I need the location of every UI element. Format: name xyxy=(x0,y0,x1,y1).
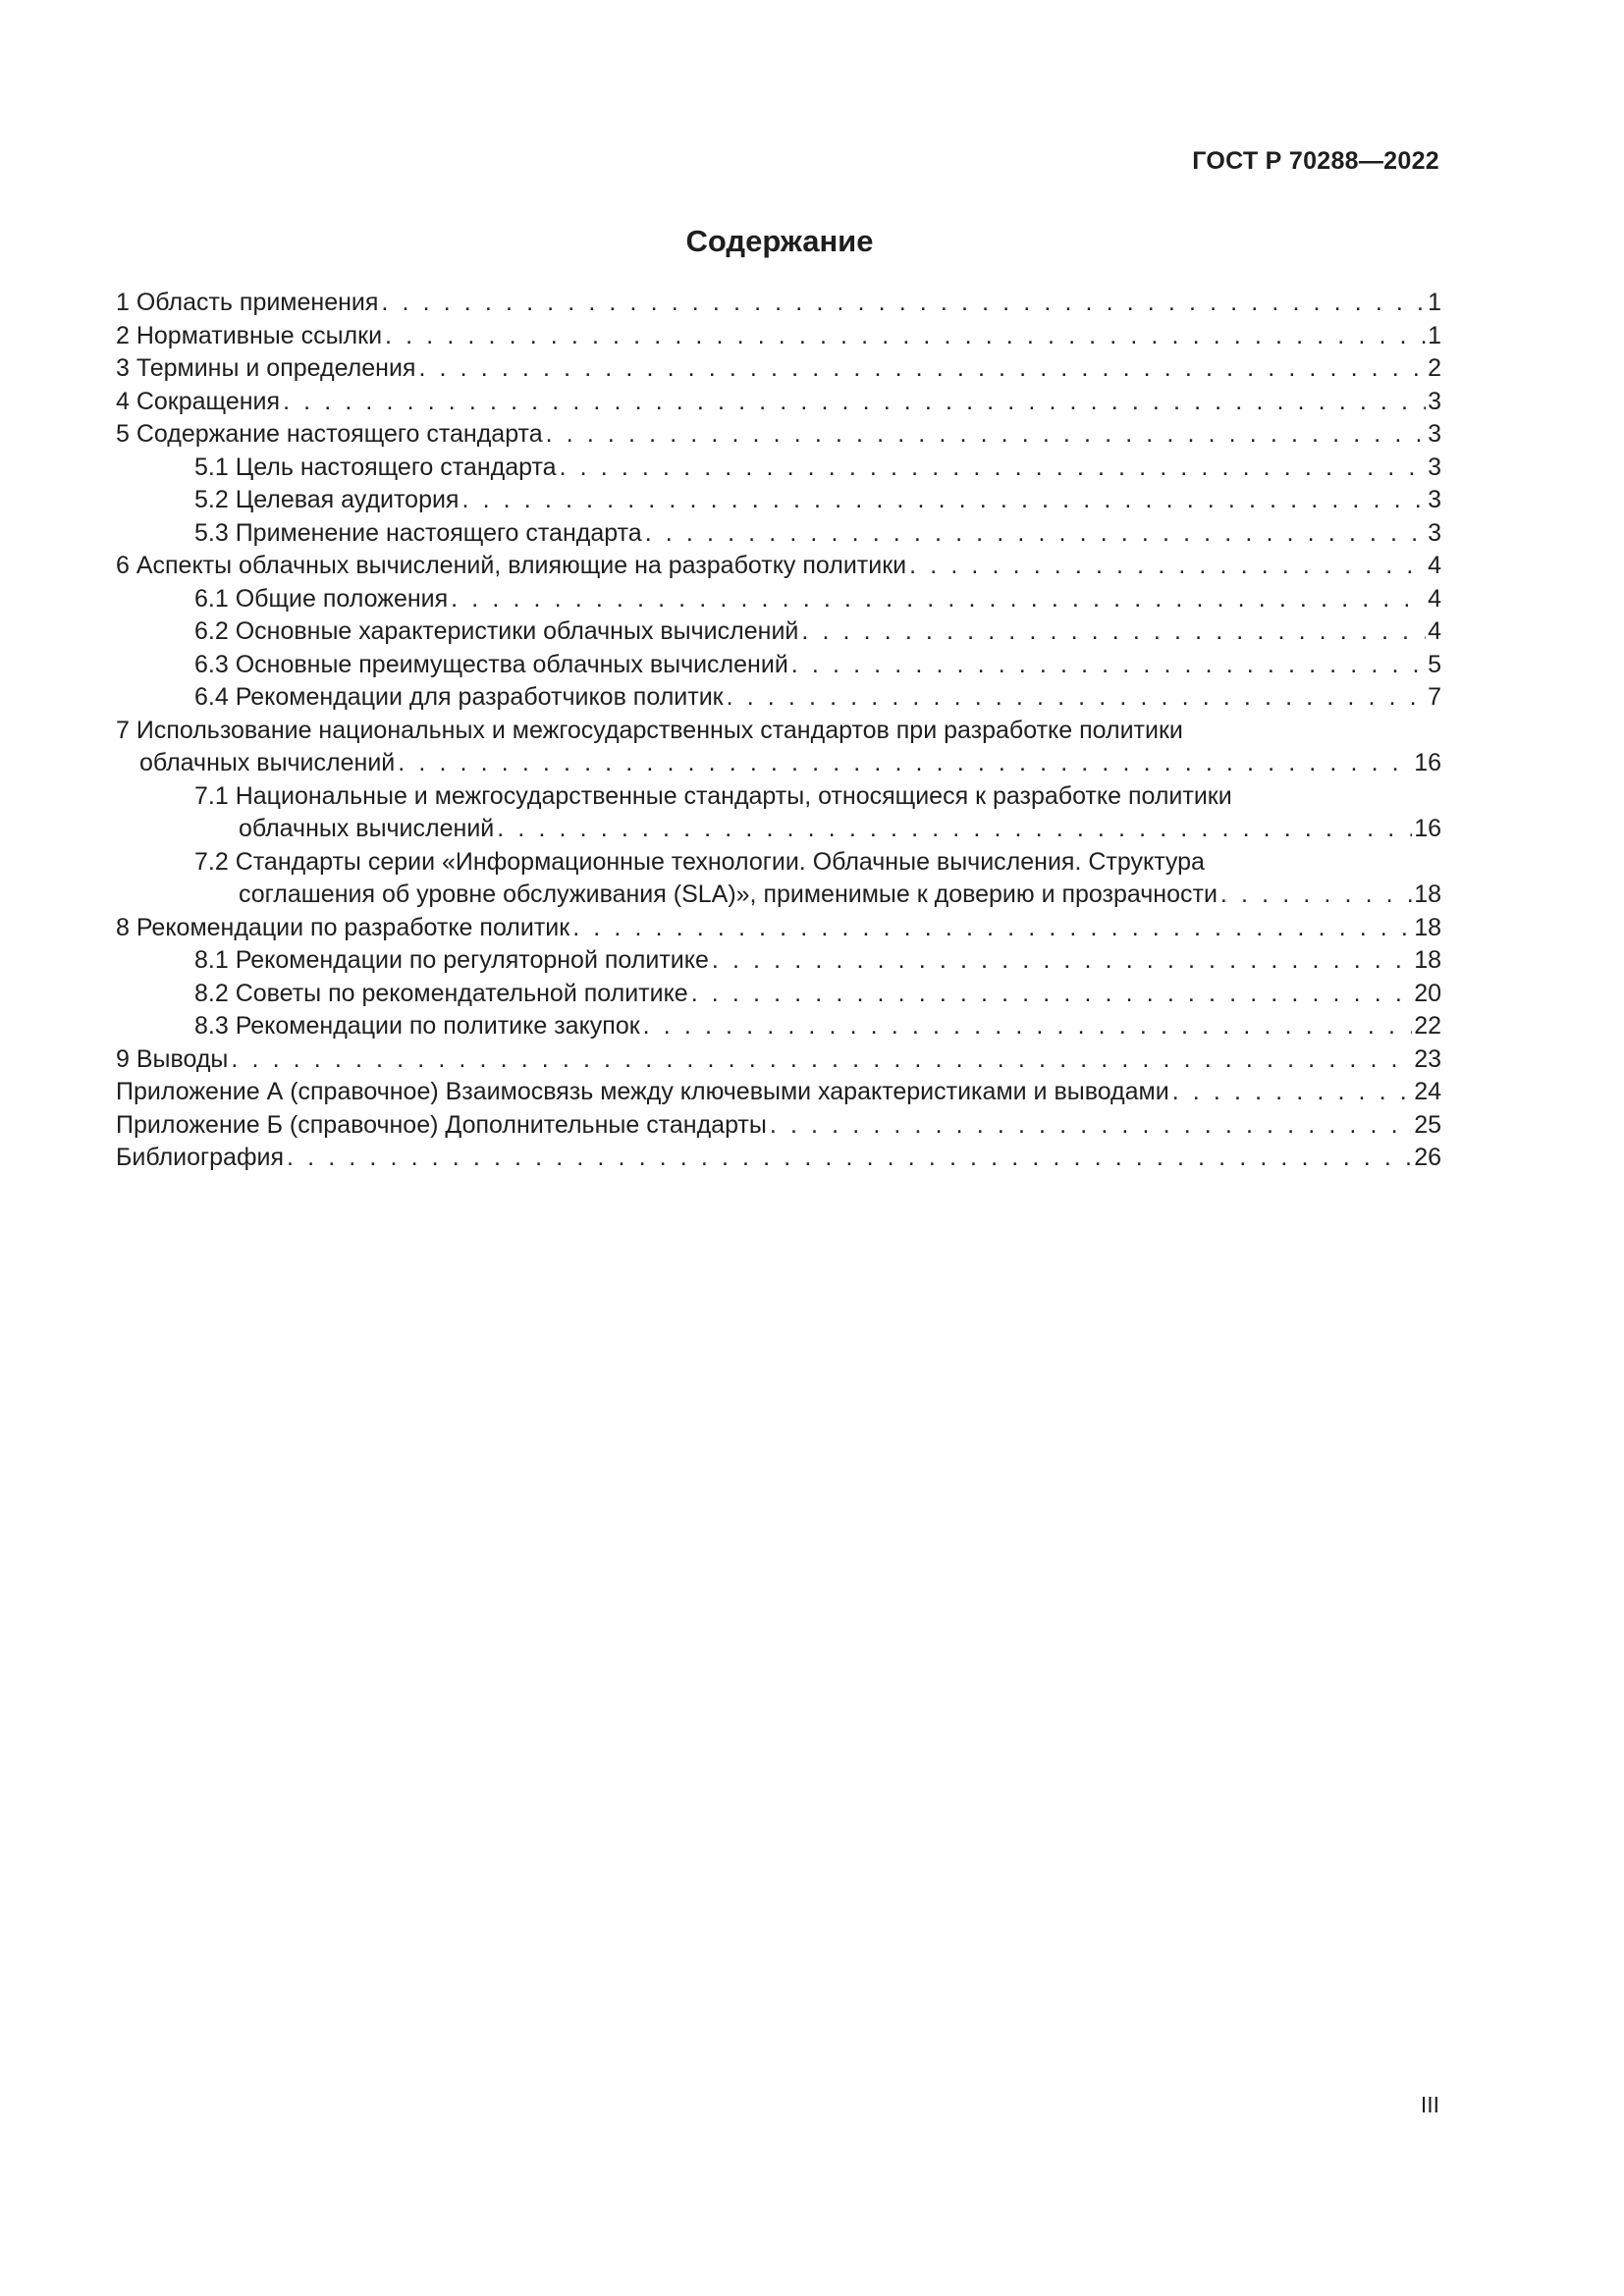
toc-entry-title: Приложение Б (справочное) Дополнительные стандарты xyxy=(116,1110,767,1139)
toc-entry-page: 7 xyxy=(1428,683,1441,711)
toc-entry-page: 22 xyxy=(1414,1012,1441,1040)
toc-entry-page: 1 xyxy=(1428,289,1441,316)
toc-entry-title: Библиография xyxy=(116,1144,285,1171)
leader-dots xyxy=(1172,1076,1412,1109)
toc-entry[interactable] xyxy=(116,287,1441,320)
toc-entry-title: 1 Область применения xyxy=(116,289,379,316)
toc-subentry[interactable] xyxy=(116,583,1441,616)
toc-entry-page: 3 xyxy=(1428,518,1441,547)
toc-subentry[interactable] xyxy=(116,649,1441,682)
toc-entry-title: 5.1 Цель настоящего стандарта xyxy=(194,453,557,481)
toc-entry-title: 6.4 Рекомендации для разработчиков политик xyxy=(194,683,724,711)
toc-entry[interactable] xyxy=(116,386,1441,419)
toc-subentry[interactable] xyxy=(116,517,1441,551)
document-code: ГОСТ Р 70288—2022 xyxy=(1192,147,1439,175)
toc-entry-page: 18 xyxy=(1414,946,1441,974)
toc-entry-title: 5 Содержание настоящего стандарта xyxy=(116,420,543,448)
toc-entry-title-line1: 7.2 Стандарты серии «Информационные технологии. Облачные вычисления. Структура xyxy=(194,847,1205,876)
leader-dots xyxy=(691,978,1412,1011)
toc-entry-title: 6.2 Основные характеристики облачных вычислений xyxy=(194,617,799,645)
toc-entry[interactable] xyxy=(116,320,1441,353)
leader-dots xyxy=(385,320,1426,353)
leader-dots xyxy=(643,1010,1413,1043)
leader-dots xyxy=(287,1142,1412,1175)
leader-dots xyxy=(645,517,1426,551)
toc-entry-title: 5.2 Целевая аудитория xyxy=(194,486,460,513)
leader-dots xyxy=(546,418,1426,452)
toc-entry-title-line2: облачных вычислений xyxy=(239,815,495,842)
leader-dots xyxy=(572,912,1412,945)
toc-entry[interactable] xyxy=(116,1142,1441,1175)
toc-entry-page: 4 xyxy=(1428,617,1441,645)
toc-entry-page: 3 xyxy=(1428,387,1441,415)
toc-entry-title: 6.3 Основные преимущества облачных вычислений xyxy=(194,650,788,678)
toc-entry-page: 4 xyxy=(1428,552,1441,579)
toc-entry-title-line1: 7.1 Национальные и межгосударственные стандарты, относящиеся к разработке политики xyxy=(194,781,1232,810)
toc-entry-page: 3 xyxy=(1428,453,1441,481)
leader-dots xyxy=(451,583,1426,616)
toc-entry-title: 4 Сокращения xyxy=(116,387,281,415)
toc-entry-page: 3 xyxy=(1428,420,1441,448)
toc-subentry[interactable] xyxy=(116,681,1441,715)
leader-dots xyxy=(909,550,1426,583)
toc-entry-title-line1: 7 Использование национальных и межгосударственных стандартов при разработке политики xyxy=(116,716,1183,744)
toc-entry-page: 16 xyxy=(1414,815,1441,842)
toc-title: Содержание xyxy=(685,224,874,258)
leader-dots xyxy=(381,287,1426,320)
toc-entry-page: 18 xyxy=(1414,913,1441,941)
toc-entry-title: 5.3 Применение настоящего стандарта xyxy=(194,518,642,547)
toc-entry-title: 8 Рекомендации по разработке политик xyxy=(116,913,570,941)
toc-entry-page: 1 xyxy=(1428,321,1441,349)
toc-entry[interactable] xyxy=(116,1109,1441,1143)
leader-dots xyxy=(791,649,1426,682)
toc-subentry[interactable] xyxy=(116,978,1441,1011)
leader-dots xyxy=(801,615,1426,649)
leader-dots xyxy=(712,944,1412,978)
toc-subentry[interactable] xyxy=(116,1010,1441,1043)
page-number: III xyxy=(1420,2092,1439,2117)
leader-dots xyxy=(398,747,1412,780)
toc-subentry[interactable] xyxy=(116,846,1441,912)
toc-subentry[interactable] xyxy=(116,944,1441,978)
toc-subentry[interactable] xyxy=(116,780,1441,846)
toc-entry-title: Приложение А (справочное) Взаимосвязь между ключевыми характеристиками и выводами xyxy=(116,1078,1169,1105)
toc-entry[interactable] xyxy=(116,912,1441,945)
toc-entry-title: 9 Выводы xyxy=(116,1044,229,1073)
toc-entry[interactable] xyxy=(116,352,1441,386)
leader-dots xyxy=(560,452,1427,485)
toc-entry-title: 3 Термины и определения xyxy=(116,354,416,382)
toc-entry-title: 2 Нормативные ссылки xyxy=(116,321,383,349)
toc-entry-title-line2: облачных вычислений xyxy=(139,749,396,776)
leader-dots xyxy=(727,681,1426,715)
toc-subentry[interactable] xyxy=(116,484,1441,517)
toc-subentry[interactable] xyxy=(116,452,1441,485)
leader-dots xyxy=(1220,879,1412,912)
toc-entry-title: 8.3 Рекомендации по политике закупок xyxy=(194,1012,640,1040)
leader-dots xyxy=(231,1043,1412,1077)
toc-entry[interactable] xyxy=(116,1043,1441,1077)
leader-dots xyxy=(283,386,1426,419)
toc-entry-title-line2: соглашения об уровне обслуживания (SLA)», применимые к доверию и прозрачности xyxy=(239,881,1218,908)
toc-entry-title: 6.1 Общие положения xyxy=(194,584,449,613)
table-of-contents xyxy=(116,287,1441,1175)
toc-entry-title: 8.2 Советы по рекомендательной политике xyxy=(194,979,688,1007)
leader-dots xyxy=(418,352,1426,386)
toc-entry-title: 6 Аспекты облачных вычислений, влияющие на разработку политики xyxy=(116,552,907,579)
toc-entry[interactable] xyxy=(116,418,1441,452)
toc-entry-page: 18 xyxy=(1414,881,1441,908)
toc-entry-title: 8.1 Рекомендации по регуляторной политике xyxy=(194,946,709,974)
leader-dots xyxy=(497,813,1412,846)
toc-entry-page: 16 xyxy=(1414,749,1441,776)
leader-dots xyxy=(770,1109,1412,1143)
toc-entry-page: 23 xyxy=(1414,1044,1441,1073)
toc-entry[interactable] xyxy=(116,1076,1441,1109)
toc-subentry[interactable] xyxy=(116,615,1441,649)
toc-entry-page: 25 xyxy=(1414,1110,1441,1139)
toc-entry[interactable] xyxy=(116,715,1441,780)
toc-entry-page: 5 xyxy=(1428,650,1441,678)
toc-entry-page: 26 xyxy=(1414,1144,1441,1171)
toc-entry-page: 3 xyxy=(1428,486,1441,513)
leader-dots xyxy=(461,484,1426,517)
toc-entry-page: 20 xyxy=(1414,979,1441,1007)
toc-entry-page: 4 xyxy=(1428,584,1441,613)
toc-entry-page: 2 xyxy=(1428,354,1441,382)
toc-entry[interactable] xyxy=(116,550,1441,583)
toc-entry-page: 24 xyxy=(1414,1078,1441,1105)
